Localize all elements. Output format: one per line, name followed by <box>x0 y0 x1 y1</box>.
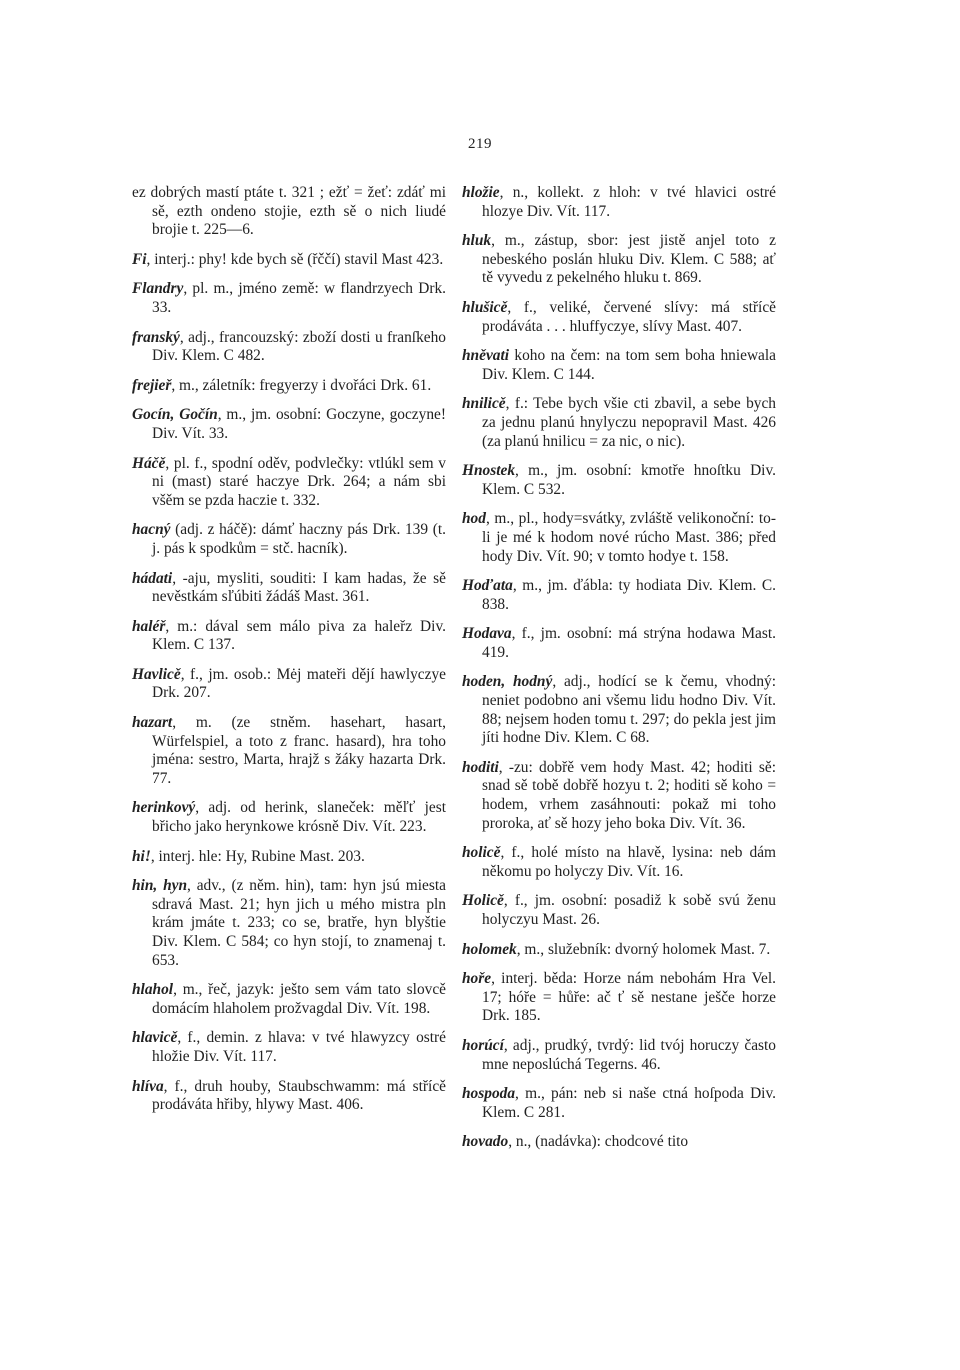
entry-text: , m.: dával sem málo piva za haleřz Div. Klem. C 137. <box>152 617 446 654</box>
entry-text: , m. (ze stněm. hasehart, hasart, Würfelspiel, a toto z franc. hasard), hra toho jména: sestro, Marta, hrajž s žáky hazarta Drk. 77. <box>152 714 446 787</box>
entry-text: , pl. f., spodní oděv, podvlečky: vtlúkl sem v ni (mast) staré haczye Drk. 264; a nám sbi všěm se pzda haczie t. 332. <box>152 454 446 509</box>
dictionary-entry <box>132 848 446 867</box>
entry-text: , adj., prudký, tvrdý: lid tvój horuczy často mne neposlúchá Tegerns. 46. <box>482 1036 776 1073</box>
left-column <box>132 184 446 1126</box>
dictionary-entry <box>132 799 446 836</box>
entry-text: , f., demin. z hlava: v tvé hlawyzcy ostré hložie Div. Vít. 117. <box>152 1029 446 1065</box>
entry-text: , m., jm. osobní: Goczyne, goczyne! Div. Vít. 33. <box>152 406 446 442</box>
entry-headword: holomek <box>462 940 517 958</box>
entry-headword: hlíva <box>132 1077 164 1095</box>
dictionary-entry <box>132 877 446 970</box>
dictionary-entry <box>132 666 446 703</box>
dictionary-entry <box>132 714 446 788</box>
entry-text: , f., jm. osobní: posadiž k sobě svú ženu holyczyu Mast. 26. <box>482 892 776 928</box>
dictionary-entry <box>462 232 776 288</box>
entry-text: , m., jm. osobní: kmotře hnoſtku Div. Klem. C 532. <box>482 462 776 498</box>
dictionary-entry <box>132 377 446 396</box>
entry-headword: frejieř <box>132 376 172 394</box>
entry-text: , m., záletník: fregyerzy i dvořáci Drk. 61. <box>171 376 432 394</box>
entry-headword: hádati <box>132 569 173 587</box>
entry-text: , adj. od herink, slaneček: měľť jest břicho jako herynkowe krósně Div. Vít. 223. <box>152 799 446 836</box>
entry-headword: hluk <box>462 232 492 250</box>
entry-headword: hlavicě <box>132 1029 178 1047</box>
entry-headword: Hnostek <box>462 462 516 480</box>
entry-headword: Hoďata <box>462 577 513 595</box>
dictionary-entry <box>462 347 776 384</box>
dictionary-entry <box>462 759 776 833</box>
entry-text: , -zu: dobřě vem hody Mast. 42; hoditi sě: snad sě tobě dobřě hozyu t. 2; hoditi sě koho = hodem, vrhem zasáhnouti: pokaž mi toho proroka, ať sě hozy jeho boka Div. Vít. 36. <box>482 758 776 832</box>
dictionary-entry <box>132 570 446 607</box>
page-number: 219 <box>468 136 492 152</box>
dictionary-entry <box>132 455 446 511</box>
entry-text: , f., holé místo na hlavě, lysina: neb dám někomu po holyczy Div. Vít. 16. <box>482 844 776 880</box>
dictionary-entry <box>132 521 446 558</box>
dictionary-entry <box>132 329 446 366</box>
entry-text: , adj., francouzský: zboží dosti u franſkeho Div. Klem. C 482. <box>152 328 446 365</box>
entry-text: , f., druh houby, Staubschwamm: má střícě prodáváta hřiby, hlywy Mast. 406. <box>152 1077 446 1114</box>
entry-headword: hložie <box>462 184 500 201</box>
entry-text: , m., zástup, sbor: jest jistě anjel toto z nebeského poslán hluku Div. Klem. C 588; ať tě vyvedu z pekelného hluku t. 869. <box>482 232 776 287</box>
entry-headword: hi! <box>132 847 151 865</box>
dictionary-entry <box>462 462 776 499</box>
entry-text: , adj., hodící se k čemu, vhodný: neniet podobno ani všemu lidu hodno Div. Vít. 88; nejsem hoden tomu t. 297; do pekla jest jim jíti hodne Div. Klem. C 68. <box>482 673 776 747</box>
dictionary-entry <box>462 625 776 662</box>
entry-text: , interj. hle: Hy, Rubine Mast. 203. <box>150 847 365 865</box>
entry-text: , f.: Tebe bych všie cti zbavil, a sebe bych za jednu planú hnylyczu nepopravil Mast. 426 (za planú hnilicu = za nic, o nic). <box>482 395 776 450</box>
entry-text: , -aju, mysliti, souditi: I kam hadas, že sě nevěstkám sľúbiti žádáš Mast. 361. <box>152 569 446 606</box>
entry-headword: hlahol <box>132 981 174 999</box>
entry-headword: haléř <box>132 617 166 635</box>
entry-text: , m., řeč, jazyk: ješto sem vám tato slovcě domácím hlaholem prožvagdal Div. Vít. 198. <box>152 981 446 1017</box>
entry-text: koho na čem: na tom sem boha hniewala Div. Klem. C 144. <box>482 347 776 383</box>
entry-headword: Holicě <box>462 892 504 910</box>
dictionary-entry <box>462 510 776 566</box>
entry-text: ez dobrých mastí ptáte t. 321 ; ežť = žeť: zdáť mi sě, ezth ondeno stojie, ezth sě o nich liudé brojie t. 225—6. <box>132 184 446 239</box>
dictionary-entry <box>132 280 446 317</box>
entry-text: , n., kollekt. z hloh: v tvé hlavici ostré hlozye Div. Vít. 117. <box>482 184 776 220</box>
dictionary-entry <box>462 673 776 747</box>
dictionary-entry <box>462 395 776 451</box>
entry-headword: hovado <box>462 1133 509 1151</box>
entry-text: , interj.: phy! kde bych sě (řččí) stavil Mast 423. <box>146 250 444 268</box>
dictionary-entry <box>132 618 446 655</box>
dictionary-entry <box>462 299 776 336</box>
entry-headword: Háčě <box>132 454 166 472</box>
entry-headword: hin, hyn <box>132 877 188 895</box>
entry-headword: Hodava <box>462 625 512 643</box>
entry-headword: hnilicě <box>462 395 506 413</box>
entry-headword: hoditi <box>462 758 499 776</box>
entry-text: , m., pán: neb si naše ctná hoſpoda Div. Klem. C 281. <box>482 1085 776 1121</box>
entry-headword: holicě <box>462 844 501 862</box>
dictionary-entry <box>462 1133 776 1152</box>
entry-headword: franský <box>132 328 180 346</box>
entry-headword: hlušicě <box>462 298 508 316</box>
entry-headword: hněvati <box>462 347 510 365</box>
entry-text: , f., veliké, červené slívy: má střícě prodáváta . . . hluffyczye, slívy Mast. 407. <box>482 298 776 335</box>
dictionary-entry <box>462 941 776 960</box>
dictionary-entry <box>462 184 776 221</box>
entry-text: (adj. z háčě): dámť haczny pás Drk. 139 (t. j. pás k spodkům = stč. hacník). <box>152 521 446 557</box>
entry-headword: hoden, hodný <box>462 673 553 691</box>
entry-text: , n., (nadávka): chodcové tito <box>508 1133 689 1151</box>
entry-text: , m., služebník: dvorný holomek Mast. 7. <box>516 940 771 958</box>
entry-headword: Gocín, Gočín <box>132 406 218 424</box>
dictionary-entry <box>462 892 776 929</box>
entry-text: , m., pl., hody=svátky, zvláště velikonoční: to-li je mé k hodom nové rúcho Mast. 386; před hody Div. Vít. 90; v tomto hodye t. 158. <box>482 510 776 565</box>
entry-text: , pl. m., jméno země: w flandrzyech Drk. 33. <box>152 280 446 316</box>
entry-text: , f., jm. osob.: Mėj mateři dějí hawlyczye Drk. 207. <box>152 665 446 702</box>
dictionary-entry <box>132 406 446 443</box>
right-column <box>462 184 776 1163</box>
dictionary-entry <box>462 844 776 881</box>
entry-text: , interj. běda: Horze nám nebohám Hra Vel. 17; hóře = hůře: ač ť sě nestane ješče horze Drk. 185. <box>482 970 776 1025</box>
entry-headword: Flandry <box>132 280 184 298</box>
entry-text: , f., jm. osobní: má strýna hodawa Mast. 419. <box>482 625 776 661</box>
dictionary-entry <box>132 251 446 270</box>
entry-headword: hazart <box>132 714 173 732</box>
entry-headword: hacný <box>132 521 171 539</box>
entry-headword: horúcí <box>462 1036 504 1054</box>
entry-headword: herinkový <box>132 799 196 817</box>
entry-headword: hospoda <box>462 1085 516 1103</box>
dictionary-entry <box>132 1029 446 1066</box>
dictionary-entry <box>132 981 446 1018</box>
dictionary-entry <box>462 577 776 614</box>
dictionary-entry <box>132 184 446 240</box>
dictionary-entry <box>462 970 776 1026</box>
dictionary-entry <box>132 1078 446 1115</box>
dictionary-entry <box>462 1085 776 1122</box>
entry-headword: hod <box>462 510 486 528</box>
dictionary-entry <box>462 1037 776 1074</box>
entry-text: , m., jm. ďábla: ty hodiata Div. Klem. C. 838. <box>482 577 776 613</box>
entry-headword: Havlicě <box>132 665 181 683</box>
entry-headword: Fi <box>132 250 147 268</box>
entry-headword: hoře <box>462 970 492 988</box>
entry-text: , adv., (z něm. hin), tam: hyn jsú miesta sdravá Mast. 21; hyn jich u mého mistra pln krám jmáte t. 233; co se, bratře, hyn blyštie Div. Klem. C 584; co hyn stojí, to znamenaj t. 653. <box>152 877 446 969</box>
